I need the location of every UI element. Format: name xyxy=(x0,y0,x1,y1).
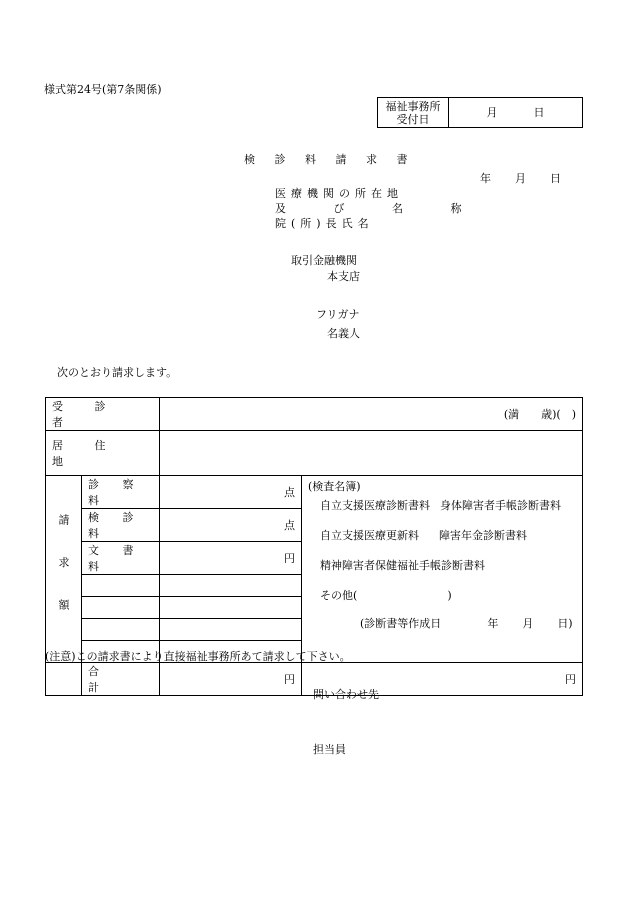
bank-label: 取引金融機関 xyxy=(291,254,357,267)
exam-item-pension-cert[interactable]: 障害年金診断書料 xyxy=(439,529,528,542)
form-number: 様式第24号(第7条関係) xyxy=(44,83,162,96)
total-label: 合 計 xyxy=(82,663,160,696)
cert-date-row xyxy=(308,615,576,631)
exam-item-disability-handbook-cert[interactable]: 身体障害者手帳診断書料 xyxy=(440,499,562,512)
document-fee-field[interactable] xyxy=(160,542,302,575)
exam-item-mental-handbook-cert[interactable]: 精神障害者保健福祉手帳診断書料 xyxy=(320,559,486,572)
exam-item-self-support-cert[interactable]: 自立支援医療診断書料 xyxy=(320,499,431,512)
note-text: (注意)この請求書により直接福祉事務所あて請求して下さい。 xyxy=(45,650,351,663)
cert-date-day: 日) xyxy=(557,617,573,630)
cert-date-year: 年 xyxy=(487,617,499,630)
institution-name-label: 及 び 名 称 xyxy=(275,202,484,215)
page-title: 検 診 料 請 求 書 xyxy=(244,153,416,166)
bank-branch-label: 本支店 xyxy=(327,270,360,283)
total-field[interactable] xyxy=(160,663,302,696)
reception-box xyxy=(377,97,583,128)
blank-field-1[interactable] xyxy=(160,575,302,597)
date-month: 月 xyxy=(515,172,526,185)
institution-address-label: 医療機関の所在地 xyxy=(275,187,403,200)
exam-item-row-4 xyxy=(308,587,576,603)
patient-label: 受 診 者 xyxy=(46,398,160,431)
reception-month: 月 xyxy=(486,106,498,119)
furigana-label: フリガナ xyxy=(316,308,360,321)
checkup-fee-field[interactable] xyxy=(160,509,302,542)
reception-date-field[interactable] xyxy=(449,98,583,128)
exam-item-other-close: ) xyxy=(447,589,452,602)
blank-label-1[interactable] xyxy=(82,575,160,597)
cert-date-label: (診断書等作成日 xyxy=(360,617,442,630)
address-label: 居 住 地 xyxy=(46,431,160,476)
document-fee-unit: 円 xyxy=(284,552,296,565)
exam-item-row-2 xyxy=(308,527,576,543)
exam-fee-field[interactable] xyxy=(160,476,302,509)
office-label: 福祉事務所 xyxy=(385,99,441,113)
reception-day: 日 xyxy=(533,106,545,119)
intro-text: 次のとおり請求します。 xyxy=(57,366,178,379)
blank-field-2[interactable] xyxy=(160,597,302,619)
date-year: 年 xyxy=(480,172,491,185)
total-unit: 円 xyxy=(284,673,296,686)
exam-fee-unit: 点 xyxy=(284,486,296,499)
date-line xyxy=(480,170,561,186)
address-field[interactable] xyxy=(160,431,583,476)
claim-amount-label: 請 求 額 xyxy=(46,476,82,663)
exam-item-row-3 xyxy=(308,557,576,573)
date-day: 日 xyxy=(550,172,561,185)
patient-field[interactable] xyxy=(160,398,583,431)
exam-names-cell xyxy=(302,476,583,663)
blank-label-3[interactable] xyxy=(82,619,160,641)
reception-label xyxy=(378,98,449,128)
exam-names-label: (検査名簿) xyxy=(308,480,361,493)
received-date-label: 受付日 xyxy=(396,112,430,126)
exam-item-other[interactable]: その他( xyxy=(320,589,358,602)
document-fee-label: 文 書 料 xyxy=(82,542,160,575)
exam-item-self-support-renewal[interactable]: 自立支援医療更新料 xyxy=(320,529,420,542)
cert-date-month: 月 xyxy=(522,617,534,630)
exam-fee-label: 診 察 料 xyxy=(82,476,160,509)
blank-field-3[interactable] xyxy=(160,619,302,641)
contact-label: 問い合わせ先 xyxy=(313,688,379,701)
checkup-fee-label: 検 診 料 xyxy=(82,509,160,542)
age-field: (満 歳)( ) xyxy=(503,408,576,421)
exam-item-row-1 xyxy=(308,497,576,513)
checkup-fee-unit: 点 xyxy=(284,519,296,532)
account-holder-label: 名義人 xyxy=(327,327,360,340)
director-name-label: 院(所)長氏名 xyxy=(275,217,374,230)
grand-total-unit: 円 xyxy=(565,673,576,686)
staff-label: 担当員 xyxy=(313,743,346,756)
blank-label-2[interactable] xyxy=(82,597,160,619)
